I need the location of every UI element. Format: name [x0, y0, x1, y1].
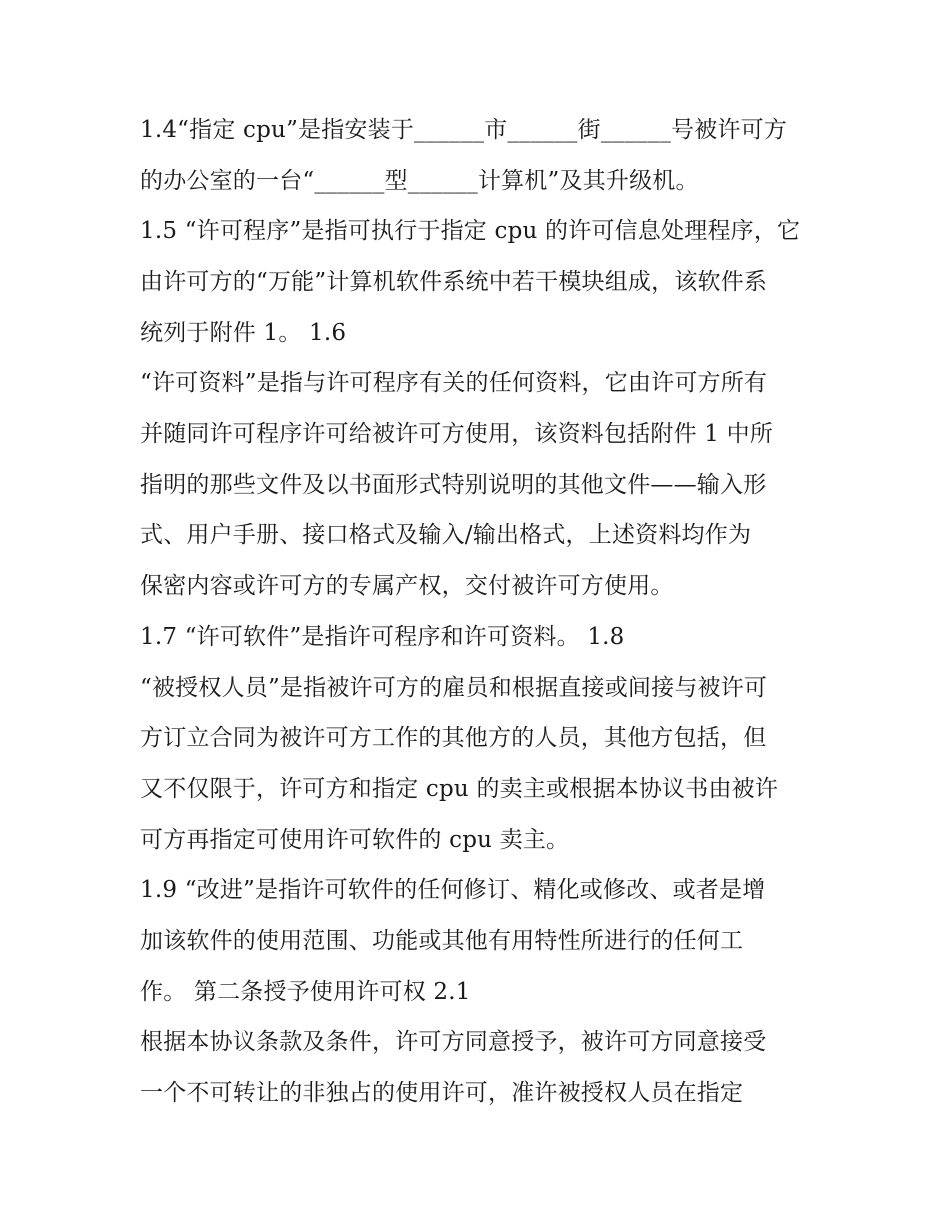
text-line: 一个不可转让的非独占的使用许可，准许被授权人员在指定 [140, 1080, 744, 1106]
text-line: 统列于附件 1。 1.6 [140, 320, 347, 346]
text-line: 1.7 “许可软件”是指许可程序和许可资料。 1.8 [140, 624, 625, 650]
text-line: 并随同许可程序许可给被许可方使用，该资料包括附件 1 中所 [140, 421, 774, 447]
text-line: 根据本协议条款及条件，许可方同意授予，被许可方同意接受 [140, 1029, 767, 1055]
text-line: 作。 第二条授予使用许可权 2.1 [140, 979, 471, 1005]
text-line: 的办公室的一台“______型______计算机”及其升级机。 [140, 168, 699, 194]
text-line: 1.9 “改进”是指许可软件的任何修订、精化或修改、或者是增 [140, 877, 766, 903]
text-line: 又不仅限于，许可方和指定 cpu 的卖主或根据本协议书由被许 [140, 776, 779, 802]
text-line: 加该软件的使用范围、功能或其他有用特性所进行的任何工 [140, 928, 744, 954]
text-line: 由许可方的“万能”计算机软件系统中若干模块组成，该软件系 [140, 269, 768, 295]
text-line: “许可资料”是指与许可程序有关的任何资料，它由许可方所有 [140, 370, 768, 396]
text-line: 保密内容或许可方的专属产权，交付被许可方使用。 [140, 573, 674, 599]
text-line: 方订立合同为被许可方工作的其他方的人员，其他方包括，但 [140, 725, 767, 751]
text-line: 指明的那些文件及以书面形式特别说明的其他文件——输入形 [140, 472, 767, 498]
text-line: 可方再指定可使用许可软件的 cpu 卖主。 [140, 827, 570, 853]
text-line: 1.5 “许可程序”是指可执行于指定 cpu 的许可信息处理程序，它 [140, 218, 801, 244]
text-line: 式、用户手册、接口格式及输入/输出格式，上述资料均作为 [140, 522, 752, 548]
text-line: “被授权人员”是指被许可方的雇员和根据直接或间接与被许可 [140, 675, 768, 701]
text-line: 1.4“指定 cpu”是指安装于______市______街______号被许可方 [140, 117, 788, 143]
